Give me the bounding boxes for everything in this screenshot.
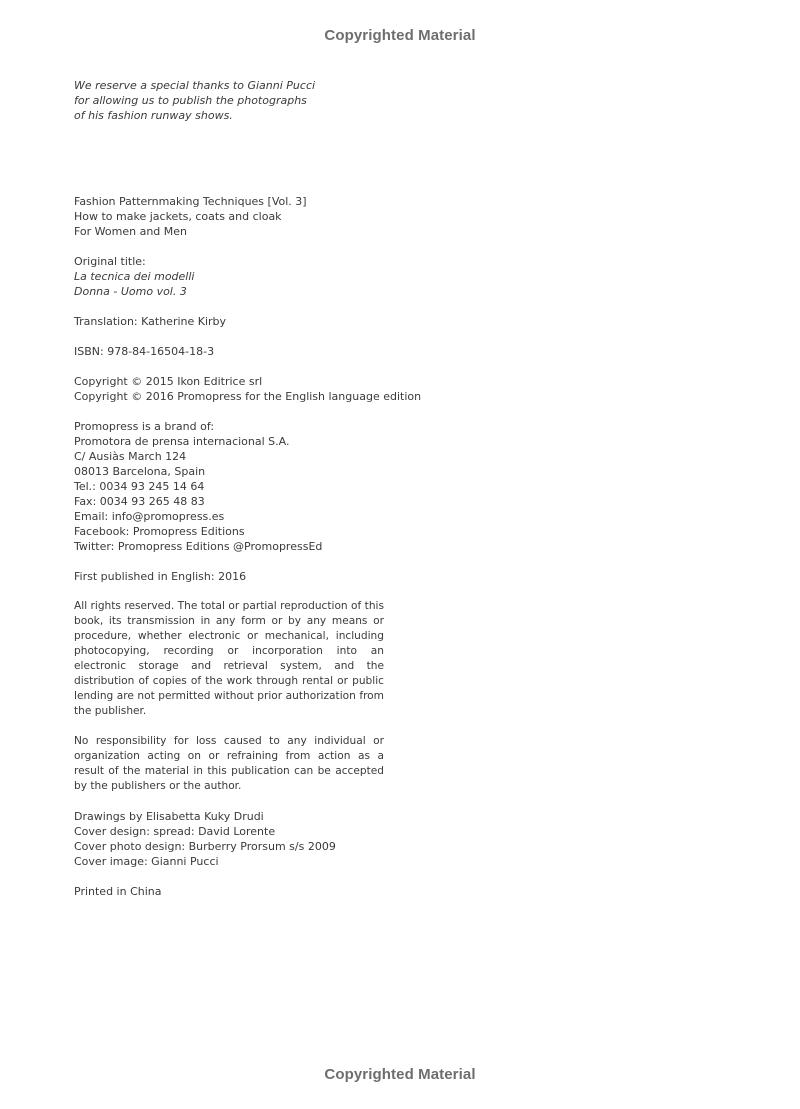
watermark-top: Copyrighted Material <box>324 27 476 44</box>
isbn: ISBN: 978-84-16504-18-3 <box>74 345 215 358</box>
copyright-line: Copyright © 2015 Ikon Editrice srl <box>74 375 263 388</box>
original-title-line: Donna - Uomo vol. 3 <box>74 285 187 298</box>
original-title-block <box>74 254 384 299</box>
responsibility-paragraph: No responsibility for loss caused to any individual or organization acting on or refraining from action as a result of the material in this publication can be accepted by the publishers or the author. <box>74 735 384 792</box>
publisher-line: Promopress is a brand of: <box>74 420 215 433</box>
thanks-note <box>74 78 384 123</box>
book-title: Fashion Patternmaking Techniques [Vol. 3] <box>74 195 307 208</box>
publisher-line: 08013 Barcelona, Spain <box>74 465 206 478</box>
publisher-line: Email: info@promopress.es <box>74 510 225 523</box>
credit-line: Drawings by Elisabetta Kuky Drudi <box>74 810 264 823</box>
publisher-line: Tel.: 0034 93 245 14 64 <box>74 480 205 493</box>
thanks-line: We reserve a special thanks to Gianni Pucci <box>74 79 316 92</box>
credit-line: Cover design: spread: David Lorente <box>74 825 276 838</box>
thanks-line: of his fashion runway shows. <box>74 109 233 122</box>
original-title-line: La tecnica dei modelli <box>74 270 195 283</box>
translation-credit: Translation: Katherine Kirby <box>74 315 227 328</box>
original-title-label: Original title: <box>74 255 146 268</box>
publisher-block <box>74 419 384 554</box>
publisher-line: Twitter: Promopress Editions @PromopressEd <box>74 540 323 553</box>
watermark-bottom: Copyrighted Material <box>324 1066 476 1083</box>
first-published: First published in English: 2016 <box>74 570 247 583</box>
publisher-line: Facebook: Promopress Editions <box>74 525 245 538</box>
publisher-line: Promotora de prensa internacional S.A. <box>74 435 290 448</box>
printed-in: Printed in China <box>74 885 162 898</box>
credit-line: Cover image: Gianni Pucci <box>74 855 219 868</box>
publisher-line: Fax: 0034 93 265 48 83 <box>74 495 205 508</box>
book-title-block <box>74 194 384 239</box>
credits-block <box>74 809 384 869</box>
book-subtitle: How to make jackets, coats and cloak <box>74 210 282 223</box>
thanks-line: for allowing us to publish the photographs <box>74 94 307 107</box>
publisher-line: C/ Ausiàs March 124 <box>74 450 187 463</box>
copyright-block <box>74 374 422 404</box>
copyright-line: Copyright © 2016 Promopress for the English language edition <box>74 390 422 403</box>
book-audience: For Women and Men <box>74 225 188 238</box>
rights-paragraph: All rights reserved. The total or partial reproduction of this book, its transmission in any form or by any means or procedure, whether electronic or mechanical, including photocopying, recording or incorporation into an electronic storage and retrieval system, and the distribution of copies of the work through rental or public lending are not permitted without prior authorization from the publisher. <box>74 600 384 717</box>
imprint-block <box>74 194 422 899</box>
credit-line: Cover photo design: Burberry Prorsum s/s 2009 <box>74 840 336 853</box>
